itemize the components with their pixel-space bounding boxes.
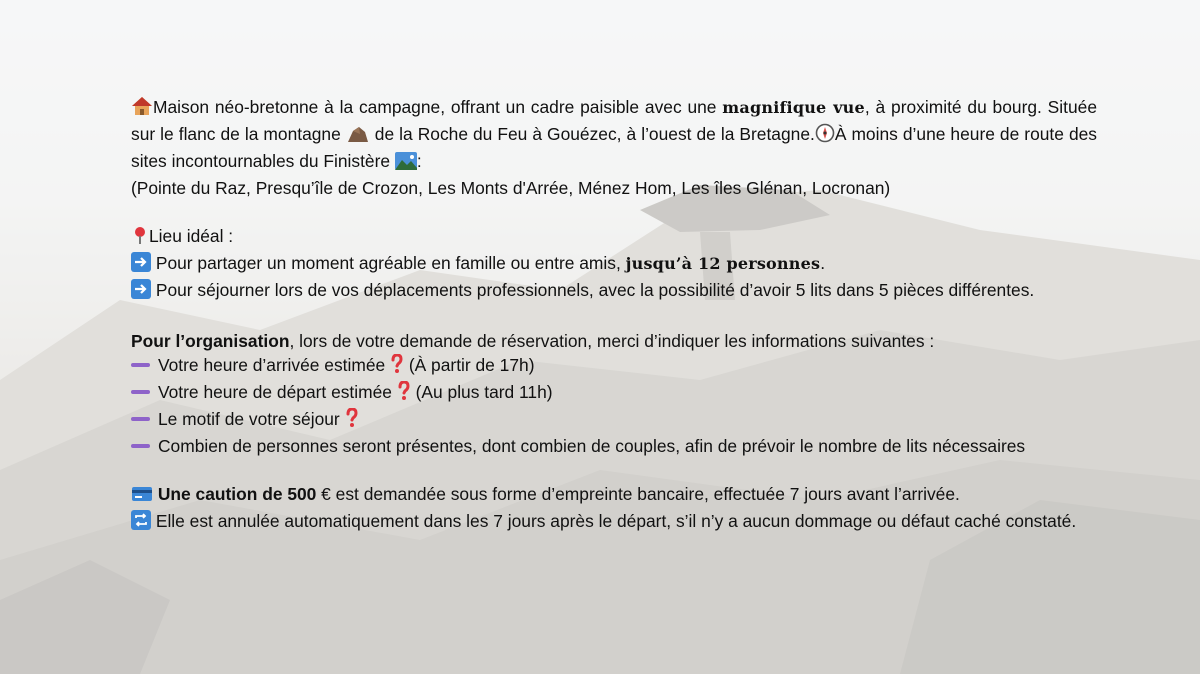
rock-icon bbox=[346, 125, 370, 149]
repeat-icon bbox=[131, 510, 151, 536]
credit-card-icon bbox=[131, 485, 153, 509]
red-question-mark-icon bbox=[390, 354, 404, 380]
intro-paragraph: Maison néo-bretonne à la campagne, offrant un cadre paisible avec une magnifique vue, à proximité du bourg. Située sur le flanc de la montagne de la Roche du Feu à Gouézec, à l’ouest de la Bretagne. À moins d’une heure de route des sites incontournables du Finistère : (Pointe du Raz, Presqu’île de Crozon, Les Monts d'Arrée, Ménez Hom, Les îles Glénan, Locronan) bbox=[131, 97, 1097, 198]
heavy-minus-icon bbox=[131, 390, 150, 394]
landscape-icon bbox=[395, 152, 417, 176]
caution-section: Une caution de 500 € est demandée sous forme d’empreinte bancaire, effectuée 7 jours avant l’arrivée. Elle est annulée automatiquement dans les 7 jours après le départ, s’il n’y a aucun dommage ou défaut caché constaté. bbox=[131, 482, 1097, 536]
right-arrow-icon bbox=[131, 252, 151, 278]
right-arrow-icon bbox=[131, 279, 151, 305]
listing-description bbox=[131, 95, 1097, 536]
heavy-minus-icon bbox=[131, 444, 150, 448]
heavy-minus-icon bbox=[131, 417, 150, 421]
compass-icon bbox=[815, 123, 835, 149]
house-icon bbox=[131, 96, 153, 122]
organisation-section: Pour l’organisation, lors de votre demande de réservation, merci d’indiquer les informations suivantes : Votre heure d’arrivée estimée (À partir de 17h) Votre heure de départ estimée (Au plus tard 11h) Le motif de votre séjour Combien de personnes seront présentes, dont combien de couples, afin de prévoir le nombre de lits nécessaires bbox=[131, 331, 1026, 456]
round-pushpin-icon bbox=[131, 225, 149, 251]
heavy-minus-icon bbox=[131, 363, 150, 367]
red-question-mark-icon bbox=[345, 408, 359, 434]
ideal-section: Lieu idéal : Pour partager un moment agréable en famille ou entre amis, jusqu’à 12 personnes. Pour séjourner lors de vos déplacements professionnels, avec la possibilité d’avoir 5 lits dans 5 pièces différentes. bbox=[131, 224, 1097, 305]
red-question-mark-icon bbox=[397, 381, 411, 407]
